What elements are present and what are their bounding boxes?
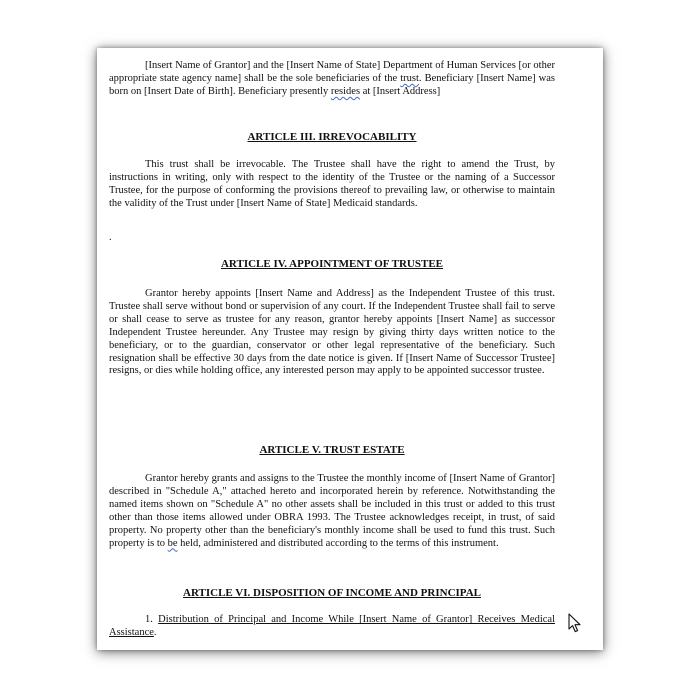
article-4-body bbox=[109, 288, 555, 378]
item-end: . bbox=[153, 626, 157, 638]
article-5-heading: ARTICLE V. TRUST ESTATE bbox=[259, 444, 405, 456]
article-5-body bbox=[109, 473, 555, 550]
article-4-heading: ARTICLE IV. APPOINTMENT OF TRUSTEE bbox=[220, 258, 443, 270]
article-6-heading: ARTICLE VI. DISPOSITION OF INCOME AND PRINCIPAL bbox=[183, 587, 481, 599]
article-3-body bbox=[109, 159, 555, 211]
spellcheck-word-be: be bbox=[167, 537, 178, 549]
document-page[interactable] bbox=[97, 48, 603, 650]
spellcheck-word-resides: resides bbox=[330, 85, 361, 97]
article-6-item-1 bbox=[109, 614, 555, 640]
item-number: 1. bbox=[145, 614, 159, 625]
intro-text-2: . Beneficiary [Insert Name] was born on [Insert Date of Birth]. Beneficiary presently bbox=[109, 72, 555, 97]
intro-paragraph bbox=[109, 60, 555, 99]
spellcheck-word-trust: trust bbox=[400, 72, 419, 84]
article-5-text: Grantor hereby grants and assigns to the Trustee the monthly income of [Insert Name of Grantor] described in "Schedule A," attached hereto and incorporated herein by reference. Notwithstanding the named items shown on "Schedule A" no other assets shall be included in this trust or added to this trust other than those items allowed under OBRA 1993. The Trustee acknowledges receipt, in trust, of said property. No property other than the beneficiary's monthly income shall be used to fund this trust. Such property is to bbox=[109, 473, 555, 549]
article-3-text: This trust shall be irrevocable. The Trustee shall have the right to amend the Trust, by instructions in writing, only with respect to the identity of the Trustee or the naming of a Successor Trustee, for the purpose of conforming the provisions thereof to prevailing law, or otherwise to maintain the validity of the Trust under [Insert Name of State] Medicaid standards. bbox=[109, 159, 555, 209]
intro-text-1: [Insert Name of Grantor] and the [Insert Name of State] Department of Human Services [or other appropriate state agency name] shall be the sole beneficiaries of the bbox=[109, 60, 555, 84]
intro-text-3: at [Insert Address] bbox=[360, 85, 441, 97]
stray-period: . bbox=[109, 232, 112, 243]
mouse-pointer-icon bbox=[568, 613, 582, 633]
article-3-heading: ARTICLE III. IRREVOCABILITY bbox=[247, 131, 417, 143]
article-5-text-end: held, administered and distributed according to the terms of this instrument. bbox=[177, 537, 499, 549]
item-title: Distribution of Principal and Income While [Insert Name of Grantor] Receives Medical Assistance bbox=[109, 614, 555, 638]
article-4-text: Grantor hereby appoints [Insert Name and Address] as the Independent Trustee of this trust. Trustee shall serve without bond or supervision of any court. If the Independent Trustee shall fail to serve or shall cease to serve as trustee for any reason, grantor hereby appoints [Insert Name] as successor Independent Trustee hereunder. Any Trustee may resign by giving thirty days written notice to the beneficiary, or to the guardian, conservator or other legal representative of the beneficiary. Such resignation shall be effective 30 days from the date notice is given. If [Insert Name of Successor Trustee] resigns, or dies while holding office, any interested person may apply to be appointed successor trustee. bbox=[109, 288, 555, 377]
